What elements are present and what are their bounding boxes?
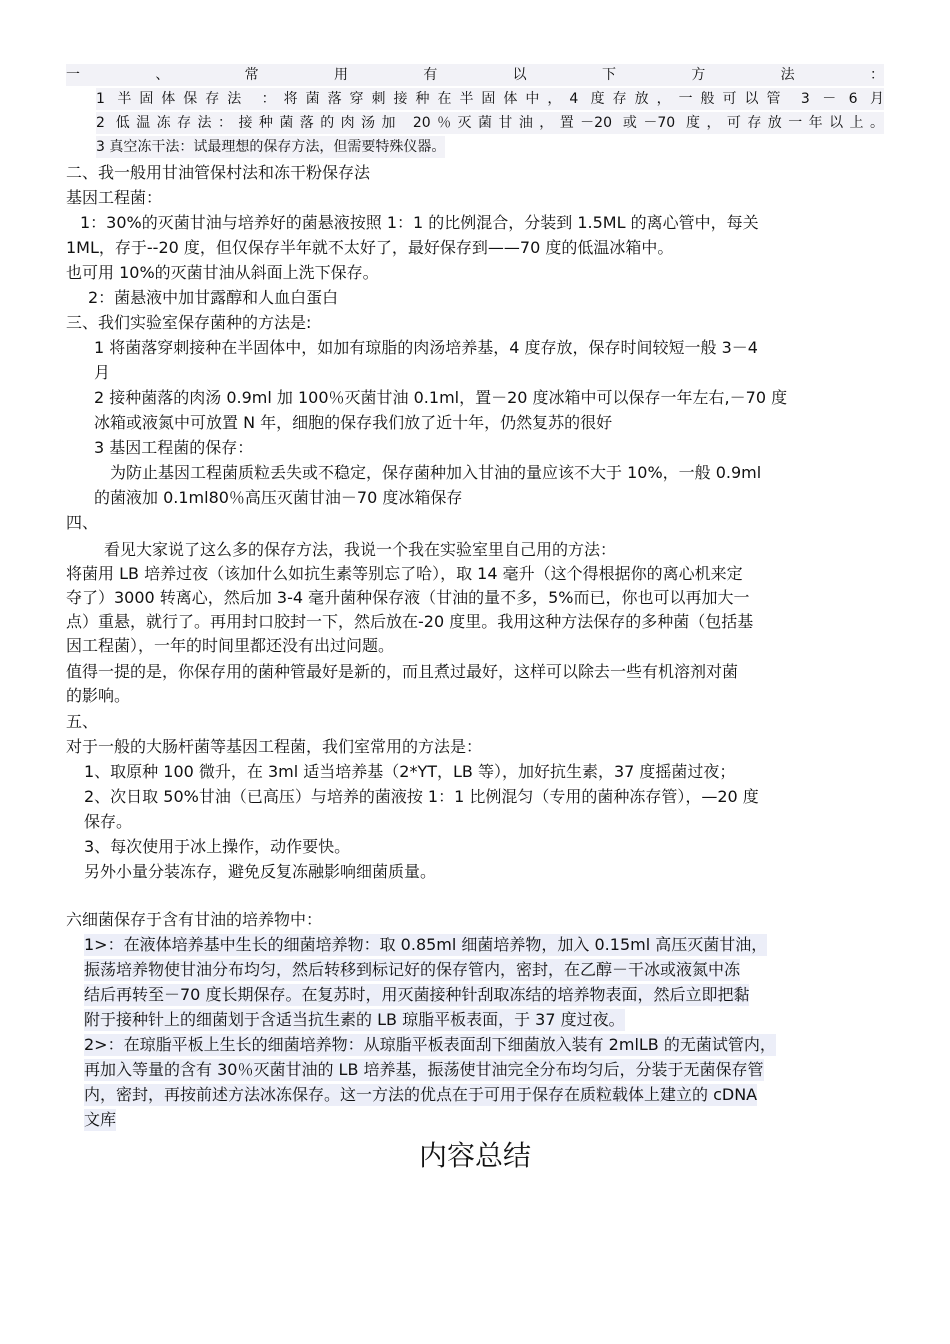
- line-12: 1 将菌落穿刺接种在半固体中，如加有琼脂的肉汤培养基，4 度存放，保存时间较短一般 3－4: [94, 338, 758, 357]
- line-42: 文库: [84, 1110, 117, 1129]
- line-19: 四、: [66, 513, 99, 532]
- line-33: 另外小量分装冻存，避免反复冻融影响细菌质量。: [84, 862, 437, 881]
- line-30: 2、次日取 50%甘油（已高压）与培养的菌液按 1：1 比例混匀（专用的菌种冻存管），—20 度: [84, 787, 759, 806]
- line-13: 月: [94, 363, 111, 382]
- line-32: 3、每次使用于冰上操作，动作要快。: [84, 837, 351, 856]
- line-36: 振荡培养物使甘油分布均匀，然后转移到标记好的保存管内，密封，在乙醇－干冰或液氮中冻: [84, 960, 741, 979]
- line-31: 保存。: [84, 812, 133, 831]
- line-27: 五、: [66, 712, 99, 731]
- line-26: 的影响。: [66, 686, 131, 705]
- line-18: 的菌液加 0.1ml80％高压灭菌甘油－70 度冰箱保存: [94, 488, 463, 507]
- line-37: 结后再转至－70 度长期保存。在复苏时，用灭菌接种针刮取冻结的培养物表面，然后立即把黏: [84, 985, 750, 1004]
- line-39: 2>：在琼脂平板上生长的细菌培养物：从琼脂平板表面刮下细菌放入装有 2mlLB 的无菌试管内，: [84, 1035, 776, 1054]
- line-29: 1、取原种 100 微升，在 3ml 适当培养基（2*YT，LB 等），加好抗生素，37 度摇菌过夜；: [84, 762, 736, 781]
- line-7: 1：30%的灭菌甘油与培养好的菌悬液按照 1：1 的比例混合，分装到 1.5ML 的离心管中，每关: [80, 213, 759, 232]
- line-16: 3 基因工程菌的保存：: [94, 438, 254, 457]
- line-41: 内，密封，再按前述方法冰冻保存。这一方法的优点在于可用于保存在质粒载体上建立的 cDNA: [84, 1085, 758, 1104]
- line-24: 因工程菌），一年的时间里都还没有出过问题。: [66, 636, 395, 655]
- line-28: 对于一般的大肠杆菌等基因工程菌，我们室常用的方法是：: [66, 737, 483, 756]
- line-6: 基因工程菌：: [66, 188, 163, 207]
- line-20: 看见大家说了这么多的保存方法，我说一个我在实验室里自己用的方法：: [104, 540, 617, 559]
- line-9: 也可用 10%的灭菌甘油从斜面上洗下保存。: [66, 263, 379, 282]
- line-11: 三、我们实验室保存菌种的方法是:: [66, 313, 312, 332]
- summary-title: 内容总结: [418, 1139, 531, 1172]
- line-15: 冰箱或液氮中可放置 N 年，细胞的保存我们放了近十年，仍然复苏的很好: [94, 413, 613, 432]
- line-1: 一、常用有以下方法：: [66, 64, 884, 86]
- line-4: 3 真空冻干法：试最理想的保存方法，但需要特殊仪器。: [96, 136, 445, 158]
- line-22: 夺了）3000 转离心，然后加 3-4 毫升菌种保存液（甘油的量不多，5%而已，你也可以再加大一: [66, 588, 750, 607]
- line-34: 六细菌保存于含有甘油的培养物中：: [66, 910, 323, 929]
- line-23: 点）重悬，就行了。再用封口胶封一下，然后放在-20 度里。我用这种方法保存的多种菌（包括基: [66, 612, 754, 631]
- line-10: 2：菌悬液中加甘露醇和人血白蛋白: [88, 288, 339, 307]
- line-35: 1>：在液体培养基中生长的细菌培养物：取 0.85ml 细菌培养物，加入 0.15ml 高压灭菌甘油，: [84, 935, 768, 954]
- line-2: 1 半固体保存法 ：将菌落穿刺接种在半固体中，4 度存放，一般可以管 3 － 6 月: [96, 88, 884, 110]
- line-38: 附于接种针上的细菌划于含适当抗生素的 LB 琼脂平板表面，于 37 度过夜。: [84, 1010, 625, 1029]
- line-17: 为防止基因工程菌质粒丢失或不稳定，保存菌种加入甘油的量应该不大于 10%，一般 0.9ml: [110, 463, 762, 482]
- line-3: 2 低温冻存法：接种菌落的肉汤加 20％灭菌甘油，置－20 或－70 度，可存放一年以上。: [96, 112, 884, 134]
- line-8: 1ML，存于--20 度，但仅保存半年就不太好了，最好保存到——70 度的低温冰箱中。: [66, 238, 674, 257]
- line-25: 值得一提的是，你保存用的菌种管最好是新的，而且煮过最好，这样可以除去一些有机溶剂对菌: [66, 662, 739, 681]
- line-40: 再加入等量的含有 30％灭菌甘油的 LB 培养基，振荡使甘油完全分布均匀后，分装于无菌保存管: [84, 1060, 764, 1079]
- line-21: 将菌用 LB 培养过夜（该加什么如抗生素等别忘了哈），取 14 毫升（这个得根据你的离心机来定: [66, 564, 743, 583]
- line-14: 2 接种菌落的肉汤 0.9ml 加 100％灭菌甘油 0.1ml，置－20 度冰箱中可以保存一年左右,－70 度: [94, 388, 788, 407]
- line-5: 二、我一般用甘油管保村法和冻干粉保存法: [66, 163, 371, 182]
